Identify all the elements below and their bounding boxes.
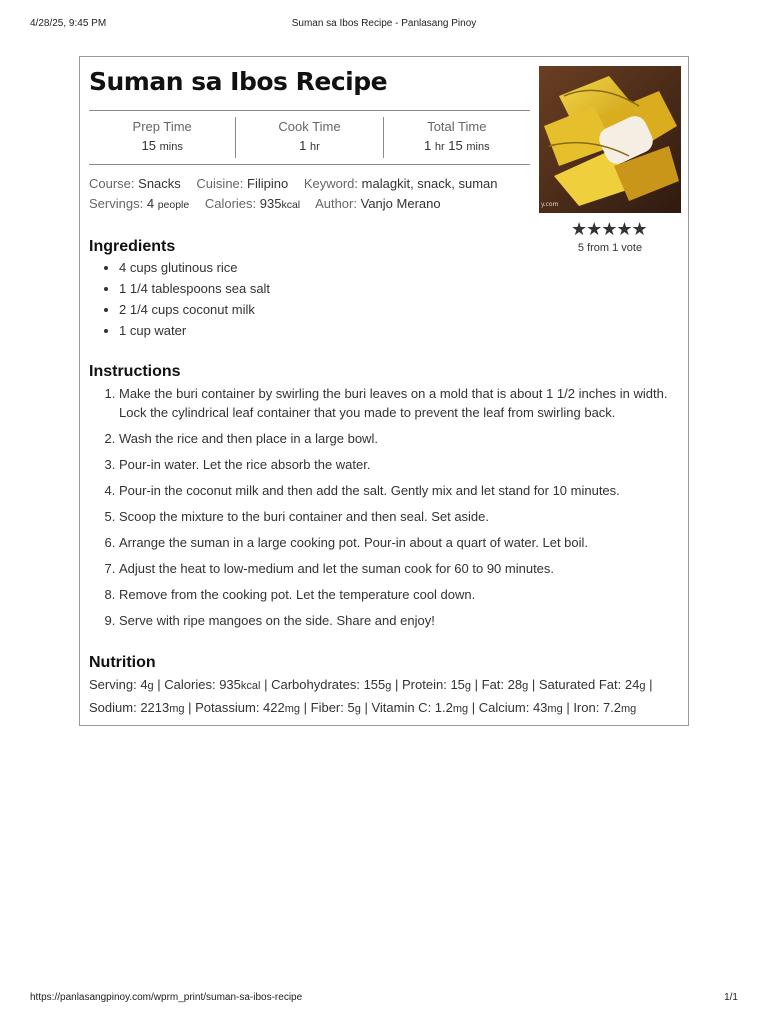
recipe-card — [79, 56, 689, 726]
nutrition-value: 28 — [507, 677, 523, 692]
nutrition-item — [479, 700, 563, 715]
calories-label: Calories: — [204, 196, 257, 211]
nutrition-heading: Nutrition — [89, 654, 156, 671]
list-item: 8. Remove from the cooking pot. Let the temperature cool down. — [119, 585, 689, 604]
course-label: Course: — [89, 176, 135, 191]
nutrition-value: 1.2 — [434, 700, 453, 715]
recipe-meta-row-2 — [89, 196, 441, 211]
calories-value: 935 — [259, 196, 282, 211]
nutrition-item — [482, 677, 529, 692]
nutrition-label: Carbohydrates: — [271, 677, 364, 692]
nutrition-label: Calcium: — [478, 700, 533, 715]
nutrition-label: Calories: — [164, 677, 220, 692]
nutrition-unit: mg — [169, 703, 185, 715]
nutrition-label: Iron: — [573, 700, 603, 715]
cook-time — [235, 117, 382, 158]
servings-unit: people — [157, 199, 190, 211]
nutrition-value: 155 — [363, 677, 386, 692]
ingredients-heading: Ingredients — [89, 238, 176, 255]
nutrition-item — [573, 700, 636, 715]
list-item: 5. Scoop the mixture to the buri container and then seal. Set aside. — [119, 507, 689, 526]
recipe-meta-row-1 — [89, 176, 498, 191]
nutrition-unit: g — [385, 680, 392, 692]
print-header — [30, 18, 738, 32]
list-item: • 4 cups glutinous rice — [119, 257, 270, 278]
nutrition-value: 4 — [140, 677, 148, 692]
nutrition-item — [89, 677, 154, 692]
list-item: • 1 cup water — [119, 320, 270, 341]
nutrition-label: Potassium: — [195, 700, 264, 715]
servings-value: 4 — [146, 196, 155, 211]
nutrition-label: Fat: — [481, 677, 508, 692]
print-page-number: 1/1 — [724, 992, 738, 1003]
nutrition-unit: mg — [452, 703, 469, 715]
nutrition-label: Fiber: — [310, 700, 348, 715]
recipe-photo — [539, 66, 681, 213]
instructions-heading: Instructions — [89, 363, 181, 380]
nutrition-unit: g — [147, 680, 154, 692]
cuisine-value: Filipino — [247, 176, 289, 191]
prep-time-value: 15 mins — [141, 138, 183, 153]
servings-label: Servings: — [89, 196, 144, 211]
keyword-label: Keyword: — [303, 176, 359, 191]
nutrition-item — [195, 700, 300, 715]
cook-time-value: 1 hr — [299, 138, 320, 153]
nutrition-value: 5 — [347, 700, 355, 715]
ingredients-list — [89, 257, 270, 341]
nutrition-item — [539, 677, 646, 692]
photo-watermark: y.com — [541, 201, 559, 208]
print-datetime: 4/28/25, 9:45 PM — [30, 18, 107, 29]
author-value: Vanjo Merano — [360, 196, 441, 211]
nutrition-unit: mg — [621, 703, 637, 715]
nutrition-item — [311, 700, 361, 715]
prep-time-label: Prep Time — [132, 119, 192, 134]
nutrition-item — [271, 677, 391, 692]
total-time-label: Total Time — [427, 119, 487, 134]
nutrition-value: 7.2 — [602, 700, 622, 715]
nutrition-unit: mg — [547, 703, 563, 715]
author-label: Author: — [315, 196, 357, 211]
nutrition-unit: g — [354, 703, 361, 715]
prep-time — [89, 117, 235, 158]
list-item: 7. Adjust the heat to low-medium and let the suman cook for 60 to 90 minutes. — [119, 559, 689, 578]
cook-time-label: Cook Time — [278, 119, 341, 134]
nutrition-unit: g — [639, 680, 646, 692]
print-footer — [30, 992, 738, 1006]
nutrition-value: 24 — [624, 677, 640, 692]
list-item: 1. Make the buri container by swirling the buri leaves on a mold that is about 1 1/2 inches in width. Lock the cylindrical leaf container that you made to prevent the leaf from swirling back. — [119, 384, 689, 422]
nutrition-value: 15 — [450, 677, 465, 692]
total-time — [383, 117, 530, 158]
total-time-value: 1 hr 15 mins — [424, 138, 490, 153]
print-page-title: Suman sa Ibos Recipe - Panlasang Pinoy — [291, 18, 477, 29]
list-item: 9. Serve with ripe mangoes on the side. Share and enjoy! — [119, 611, 689, 630]
list-item: 2. Wash the rice and then place in a large bowl. — [119, 429, 689, 448]
nutrition-unit: g — [464, 680, 472, 692]
rating-text: 5 from 1 vote — [577, 242, 643, 254]
recipe-times — [89, 110, 530, 165]
list-item: 6. Arrange the suman in a large cooking pot. Pour-in about a quart of water. Let boil. — [119, 533, 689, 552]
nutrition-unit: g — [522, 680, 529, 692]
nutrition-label: Protein: — [402, 677, 451, 692]
cuisine-label: Cuisine: — [196, 176, 244, 191]
print-url[interactable]: https://panlasangpinoy.com/wprm_print/suman-sa-ibos-recipe — [30, 992, 303, 1003]
list-item: 4. Pour-in the coconut milk and then add the salt. Gently mix and let stand for 10 minutes. — [119, 481, 689, 500]
nutrition-item — [371, 700, 468, 715]
course-value: Snacks — [138, 176, 181, 191]
recipe-title: Suman sa Ibos Recipe — [89, 67, 388, 96]
nutrition-value: 422 — [263, 700, 285, 715]
nutrition-unit: kcal — [240, 680, 261, 692]
nutrition-item — [402, 677, 471, 692]
list-item: • 1 1/4 tablespoons sea salt — [119, 278, 270, 299]
nutrition-label: Serving: — [89, 677, 141, 692]
nutrition-value: 43 — [532, 700, 548, 715]
nutrition-value: 2213 — [140, 700, 170, 715]
nutrition-label: Vitamin C: — [371, 700, 435, 715]
nutrition-item — [89, 700, 185, 715]
keyword-value: malagkit, snack, suman — [361, 176, 498, 191]
nutrition-label: Sodium: — [89, 700, 141, 715]
rating-stars[interactable]: ★★★★★ — [571, 219, 647, 239]
nutrition-item — [164, 677, 260, 692]
list-item: • 2 1/4 cups coconut milk — [119, 299, 270, 320]
instructions-list — [89, 384, 689, 630]
nutrition-facts: Serving: 4g | Calories: 935kcal | Carbohydrates: 155g | Protein: 15g | Fat: 28g | Saturated Fat: 24g | Sodium: 2213mg | Potassium: 422mg | Fiber: 5g | Vitamin C: 1.2mg | Calcium: 43mg | Iron: 7.2mg — [89, 677, 653, 715]
calories-unit: kcal — [281, 199, 301, 211]
nutrition-label: Saturated Fat: — [538, 677, 625, 692]
nutrition-value: 935 — [219, 677, 241, 692]
nutrition-unit: mg — [284, 703, 301, 715]
list-item: 3. Pour-in water. Let the rice absorb the water. — [119, 455, 689, 474]
